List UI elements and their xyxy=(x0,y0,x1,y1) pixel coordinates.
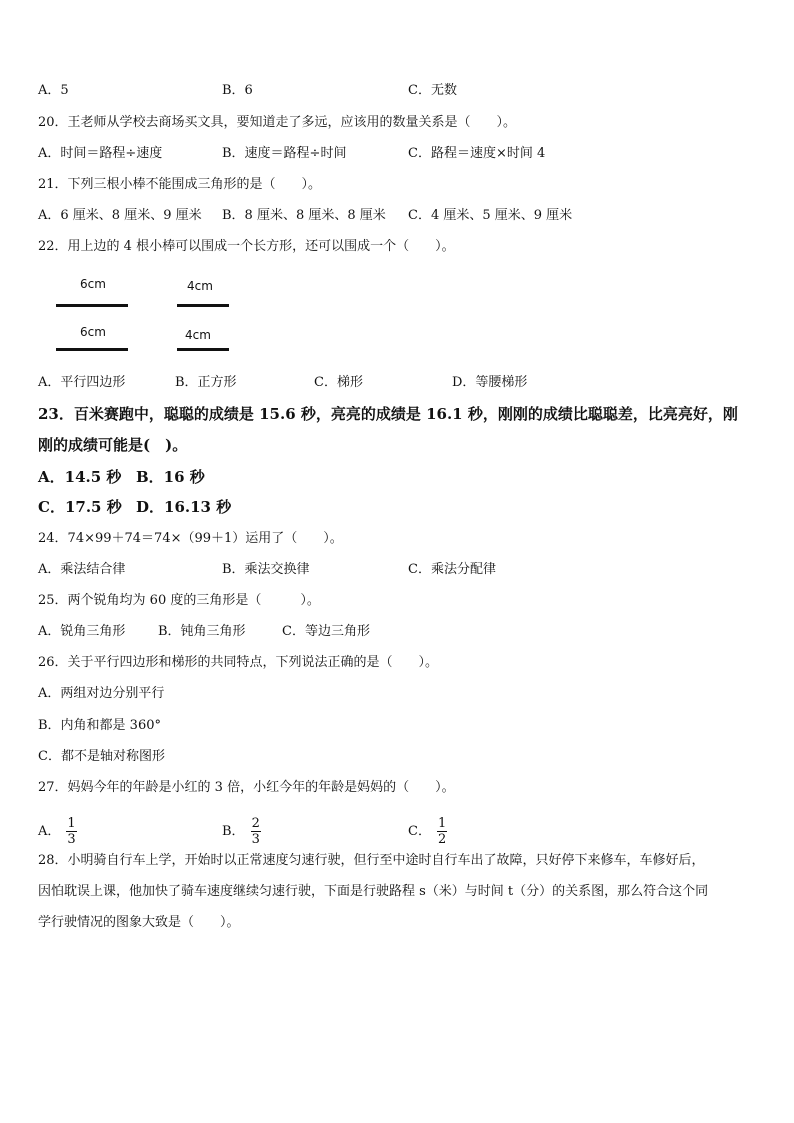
q26-option-c: C．都不是轴对称图形 xyxy=(38,749,165,764)
q26-option-a: A．两组对边分别平行 xyxy=(38,686,165,701)
q20-option-b: B．速度＝路程÷时间 xyxy=(222,146,347,161)
q26-option-b: B．内角和都是 360° xyxy=(38,718,161,733)
q20-stem: 20．王老师从学校去商场买文具，要知道走了多远，应该用的数量关系是（ ）。 xyxy=(38,115,517,130)
q21-option-c: C．4 厘米、5 厘米、9 厘米 xyxy=(408,208,573,223)
q22-option-b: B．正方形 xyxy=(175,375,237,390)
q27-option-c-fraction xyxy=(437,816,447,847)
q23-option-b: B．16 秒 xyxy=(136,468,205,486)
q27-stem: 27．妈妈今年的年龄是小红的 3 倍，小红今年的年龄是妈妈的（ ）。 xyxy=(38,780,455,795)
q27-option-a-label: A． xyxy=(38,824,61,839)
q23-option-c: C．17.5 秒 xyxy=(38,498,122,516)
q19-option-b: B．6 xyxy=(222,83,253,98)
stick-label-top-right: 4cm xyxy=(187,279,213,293)
q22-stem: 22．用上边的 4 根小棒可以围成一个长方形，还可以围成一个（ ）。 xyxy=(38,239,455,254)
fraction-denominator: 2 xyxy=(437,832,447,847)
stick-label-top-left: 6cm xyxy=(80,277,106,291)
fraction-numerator: 1 xyxy=(67,816,76,831)
q19-option-c: C．无数 xyxy=(408,83,457,98)
stick-label-bottom-left: 6cm xyxy=(80,325,106,339)
fraction-numerator: 1 xyxy=(437,816,447,831)
q24-option-b: B．乘法交换律 xyxy=(222,562,310,577)
q23-option-a: A．14.5 秒 xyxy=(38,468,122,486)
q27-option-c-label: C． xyxy=(408,824,431,839)
q21-stem: 21．下列三根小棒不能围成三角形的是（ ）。 xyxy=(38,177,322,192)
q22-option-d: D．等腰梯形 xyxy=(452,375,528,390)
q23-stem-line2: 刚的成绩可能是( )。 xyxy=(38,436,188,454)
q27-option-b-label: B． xyxy=(222,824,245,839)
q21-option-b: B．8 厘米、8 厘米、8 厘米 xyxy=(222,208,386,223)
q28-stem-line3: 学行驶情况的图象大致是（ ）。 xyxy=(38,915,240,930)
q27-option-b xyxy=(222,816,261,847)
q25-option-a: A．锐角三角形 xyxy=(38,624,126,639)
q24-stem: 24．74×99＋74＝74×（99＋1）运用了（ ）。 xyxy=(38,531,343,546)
q20-option-a: A．时间＝路程÷速度 xyxy=(38,146,163,161)
stick-label-bottom-right: 4cm xyxy=(185,328,211,342)
q22-option-a: A．平行四边形 xyxy=(38,375,126,390)
stick-top-left xyxy=(56,304,128,307)
stick-top-right xyxy=(177,304,229,307)
q25-option-b: B．钝角三角形 xyxy=(158,624,246,639)
q24-option-a: A．乘法结合律 xyxy=(38,562,126,577)
q26-stem: 26．关于平行四边形和梯形的共同特点，下列说法正确的是（ ）。 xyxy=(38,655,439,670)
q23-option-d: D．16.13 秒 xyxy=(136,498,232,516)
q28-stem-line1: 28．小明骑自行车上学，开始时以正常速度匀速行驶，但行至中途时自行车出了故障，只好停下来修车，车修好后， xyxy=(38,853,705,868)
q27-option-a-fraction xyxy=(66,816,76,847)
q19-option-a: A．5 xyxy=(38,83,69,98)
fraction-numerator: 2 xyxy=(251,816,260,831)
q25-option-c: C．等边三角形 xyxy=(282,624,370,639)
q25-stem: 25．两个锐角均为 60 度的三角形是（ ）。 xyxy=(38,593,320,608)
q24-option-c: C．乘法分配律 xyxy=(408,562,496,577)
q27-option-c xyxy=(408,816,447,847)
q27-option-a xyxy=(38,816,77,847)
q28-stem-line2: 因怕耽误上课，他加快了骑车速度继续匀速行驶，下面是行驶路程 s（米）与时间 t（分）的关系图，那么符合这个同 xyxy=(38,884,709,899)
q22-option-c: C．梯形 xyxy=(314,375,363,390)
stick-bottom-left xyxy=(56,348,128,351)
q27-option-b-fraction xyxy=(251,816,261,847)
q23-stem-line1: 23．百米赛跑中，聪聪的成绩是 15.6 秒，亮亮的成绩是 16.1 秒，刚刚的成绩比聪聪差，比亮亮好，刚 xyxy=(38,405,738,423)
fraction-denominator: 3 xyxy=(67,832,76,847)
q21-option-a: A．6 厘米、8 厘米、9 厘米 xyxy=(38,208,202,223)
fraction-denominator: 3 xyxy=(251,832,260,847)
stick-bottom-right xyxy=(177,348,229,351)
q20-option-c: C．路程＝速度×时间 4 xyxy=(408,146,546,161)
